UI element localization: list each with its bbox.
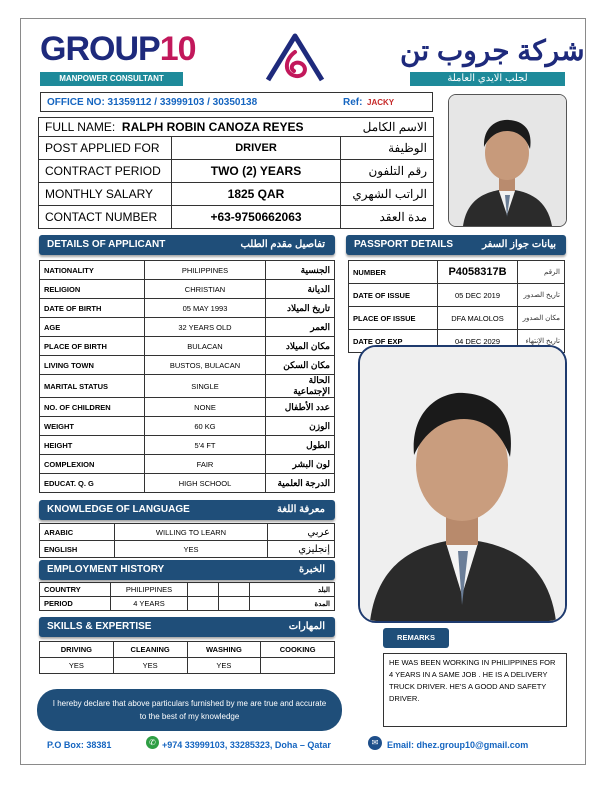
table-header-row [40,642,335,658]
company-tagline-en: MANPOWER CONSULTANT [40,72,183,86]
detail-value: BULACAN [145,337,266,356]
detail-label: RELIGION [40,280,145,299]
footer-email[interactable]: Email: dhez.group10@gmail.com [387,740,529,750]
remarks-text: HE WAS BEEN WORKING IN PHILIPPINES FOR 4 YEARS IN A SAME JOB . HE IS A DELIVERY TRUCK DRIVER. HE'S A GOOD AND SAFETY DRIVER. [383,653,567,727]
language-value: YES [115,541,268,558]
applicant-details-table [39,260,335,493]
passport-label: PLACE OF ISSUE [349,307,438,330]
detail-label-ar: تاريخ الميلاد [266,299,335,318]
employment-label: COUNTRY [40,583,111,597]
whatsapp-icon: ✆ [146,736,159,749]
passport-label: DATE OF EXP [349,330,438,353]
passport-value: DFA MALOLOS [438,307,518,330]
ref-label: Ref: [343,97,363,108]
employment-label-ar: المدة [250,597,335,611]
employment-label-ar: البلد [250,583,335,597]
detail-label: WEIGHT [40,417,145,436]
table-row [40,318,335,337]
language-section-header [39,500,335,520]
applicant-photo-large [358,345,567,623]
row-label: CONTRACT PERIOD [39,160,172,183]
table-row [40,474,335,493]
language-value: WILLING TO LEARN [115,524,268,541]
ref-value: JACKY [367,98,395,107]
detail-label: COMPLEXION [40,455,145,474]
detail-label-ar: مكان الميلاد [266,337,335,356]
passport-value: 04 DEC 2029 [438,330,518,353]
table-row [40,455,335,474]
table-row [349,284,565,307]
section-title: EMPLOYMENT HISTORY [47,564,165,575]
detail-label-ar: الديانة [266,280,335,299]
employment-section-header [39,560,335,580]
declaration-banner [37,689,342,731]
detail-label-ar: الطول [266,436,335,455]
declaration-text: I hereby declare that above particulars furnished by me are true and accurate to the best of my knowledge [52,699,327,721]
language-table [39,523,335,558]
passport-label-ar: الرقم [518,261,565,284]
passport-value: 05 DEC 2019 [438,284,518,307]
row-label: POST APPLIED FOR [39,137,172,160]
table-row [40,337,335,356]
detail-label: MARITAL STATUS [40,375,145,398]
row-value: 1825 QAR [172,183,341,206]
section-title: PASSPORT DETAILS [354,239,454,250]
row-value: +63-9750662063 [172,206,341,229]
empty-cell [188,597,219,611]
section-title: KNOWLEDGE OF LANGUAGE [47,504,190,515]
post-row [39,137,434,160]
personal-info-table [38,117,434,229]
applicant-section-header [39,235,335,255]
detail-label-ar: الحالة الإجتماعية [266,375,335,398]
row-value: TWO (2) YEARS [172,160,341,183]
table-row [40,658,335,674]
table-row [40,398,335,417]
employment-value: 4 YEARS [111,597,188,611]
language-label-ar: عربي [268,524,335,541]
table-row [40,280,335,299]
skill-header: WASHING [187,642,261,658]
full-name-ar: الاسم الكامل [362,120,427,134]
row-label-ar: رقم التلفون [341,160,434,183]
table-row [349,261,565,284]
detail-label-ar: الدرجة العلمية [266,474,335,493]
detail-value: SINGLE [145,375,266,398]
company-tagline-ar: لجلب الايدي العاملة [410,72,565,86]
detail-label: HEIGHT [40,436,145,455]
full-name-label: FULL NAME: [45,120,116,134]
employment-value: PHILIPPINES [111,583,188,597]
empty-cell [219,583,250,597]
row-label: MONTHLY SALARY [39,183,172,206]
skills-section-header [39,617,335,637]
skill-header: DRIVING [40,642,114,658]
footer-phones: +974 33999103, 33285323, Doha – Qatar [162,740,331,750]
passport-label: NUMBER [349,261,438,284]
skill-header: COOKING [261,642,335,658]
detail-value: CHRISTIAN [145,280,266,299]
company-logo-en: GROUP10 [40,30,196,68]
table-row [349,307,565,330]
language-label-ar: إنجليزي [268,541,335,558]
detail-value: 60 KG [145,417,266,436]
detail-label-ar: عدد الأطفال [266,398,335,417]
detail-label: DATE OF BIRTH [40,299,145,318]
detail-label: EDUCAT. Q. G [40,474,145,493]
employment-label: PERIOD [40,597,111,611]
company-emblem-icon [262,30,328,86]
remarks-header: REMARKS [383,628,449,648]
detail-label-ar: لون البشر [266,455,335,474]
detail-value: PHILIPPINES [145,261,266,280]
table-row [40,524,335,541]
section-title-ar: الخبرة [298,564,325,575]
full-name-value: RALPH ROBIN CANOZA REYES [121,120,304,134]
skills-table [39,641,335,674]
passport-label-ar: مكان الصدور [518,307,565,330]
detail-label: PLACE OF BIRTH [40,337,145,356]
detail-label-ar: مكان السكن [266,356,335,375]
company-logo-ar: شركة جروب تن [400,35,585,66]
detail-label: NATIONALITY [40,261,145,280]
row-label: CONTACT NUMBER [39,206,172,229]
section-title: DETAILS OF APPLICANT [47,239,166,250]
detail-value: HIGH SCHOOL [145,474,266,493]
skill-value: YES [40,658,114,674]
passport-label-ar: تاريخ الإنتهاء [518,330,565,353]
table-row [40,356,335,375]
detail-label: LIVING TOWN [40,356,145,375]
row-label-ar: الوظيفة [341,137,434,160]
passport-value: P4058317B [438,261,518,284]
detail-label-ar: الجنسية [266,261,335,280]
employment-table [39,582,335,611]
office-info-box [40,92,433,112]
salary-row [39,183,434,206]
table-row [40,583,335,597]
detail-value: FAIR [145,455,266,474]
detail-label: NO. OF CHILDREN [40,398,145,417]
table-row [40,436,335,455]
row-label-ar: مدة العقد [341,206,434,229]
table-row [40,597,335,611]
detail-value: 5'4 FT [145,436,266,455]
table-row [40,299,335,318]
detail-value: NONE [145,398,266,417]
section-title-ar: المهارات [288,621,325,632]
empty-cell [188,583,219,597]
full-name-row [39,118,434,137]
empty-cell [219,597,250,611]
skill-value: YES [187,658,261,674]
office-numbers: OFFICE NO: 31359112 / 33999103 / 30350138 [47,97,258,108]
detail-label-ar: العمر [266,318,335,337]
language-label: ENGLISH [40,541,115,558]
table-row [40,261,335,280]
contract-row [39,160,434,183]
detail-value: 05 MAY 1993 [145,299,266,318]
table-row [40,417,335,436]
detail-value: BUSTOS, BULACAN [145,356,266,375]
language-label: ARABIC [40,524,115,541]
email-icon: ✉ [368,736,382,750]
skill-value: YES [113,658,187,674]
passport-label-ar: تاريخ الصدور [518,284,565,307]
row-value: DRIVER [172,137,341,160]
passport-label: DATE OF ISSUE [349,284,438,307]
passport-section-header [346,235,566,255]
passport-details-table [348,260,565,353]
table-row [40,375,335,398]
section-title-ar: بيانات جواز السفر [482,239,556,250]
row-label-ar: الراتب الشهري [341,183,434,206]
po-box: P.O Box: 38381 [47,740,112,750]
contact-row [39,206,434,229]
table-row [40,541,335,558]
section-title-ar: تفاصيل مقدم الطلب [240,239,325,250]
skill-value [261,658,335,674]
section-title: SKILLS & EXPERTISE [47,621,152,632]
applicant-photo-small [448,94,567,227]
detail-label-ar: الوزن [266,417,335,436]
detail-value: 32 YEARS OLD [145,318,266,337]
detail-label: AGE [40,318,145,337]
skill-header: CLEANING [113,642,187,658]
section-title-ar: معرفة اللغة [277,504,325,515]
